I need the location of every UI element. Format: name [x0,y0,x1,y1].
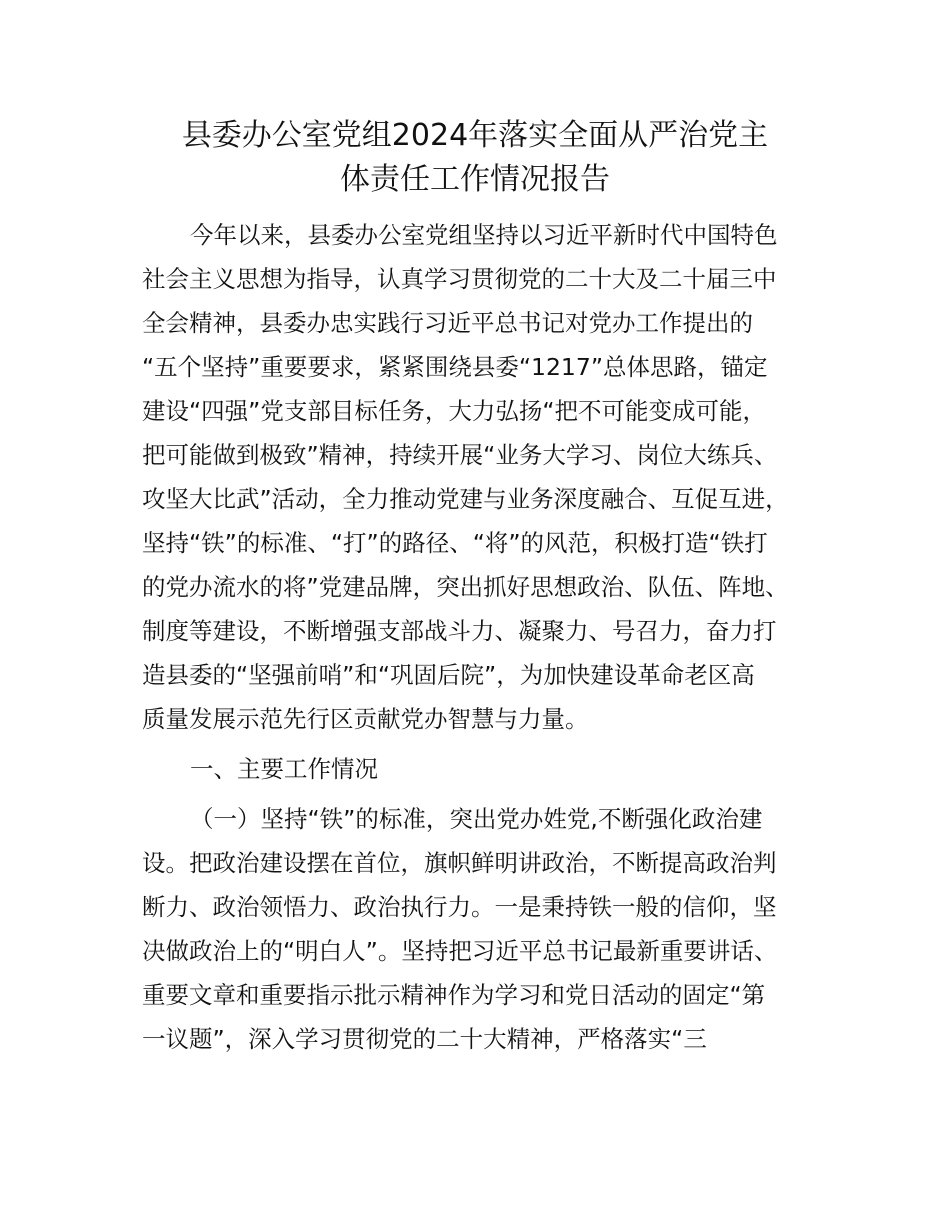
paragraph-line: 社会主义思想为指导，认真学习贯彻党的二十大及二十届三中 [142,265,777,293]
paragraph-line: 重要文章和重要指示批示精神作为学习和党日活动的固定“第 [142,981,766,1009]
paragraph-line: 决做政治上的“明白人”。坚持把习近平总书记最新重要讲话、 [142,937,778,965]
paragraph-line: 全会精神，县委办忠实践行习近平总书记对党办工作提出的 [142,309,753,337]
paragraph-line: 设。把政治建设摆在首位，旗帜鲜明讲政治，不断提高政治判 [142,849,777,877]
paragraph-line: 制度等建设，不断增强支部战斗力、凝聚力、号召力，奋力打 [142,617,777,645]
paragraph-line: （一）坚持“铁”的标准，突出党办姓党,不断强化政治建 [190,805,763,833]
paragraph-line: 攻坚大比武”活动，全力推动党建与业务深度融合、互促互进， [142,485,789,513]
paragraph-line: 坚持“铁”的标准、“打”的路径、“将”的风范，积极打造“铁打 [142,529,768,557]
paragraph-line: 断力、政治领悟力、政治执行力。一是秉持铁一般的信仰，坚 [142,893,777,921]
paragraph-line: 的党办流水的将”党建品牌，突出抓好思想政治、队伍、阵地、 [142,573,789,601]
document-title-line-1: 县委办公室党组2024年落实全面从严治党主 [181,118,769,153]
paragraph-line: 造县委的“坚强前哨”和“巩固后院”，为加快建设革命老区高 [142,661,755,689]
paragraph-line: 把可能做到极致”精神，持续开展“业务大学习、岗位大练兵、 [142,441,778,469]
paragraph-line: 一议题”，深入学习贯彻党的二十大精神，严格落实“三 [142,1025,707,1053]
document-title-line-2: 体责任工作情况报告 [340,162,610,197]
paragraph-line: “五个坚持”重要要求，紧紧围绕县委“1217”总体思路，锚定 [142,353,768,381]
paragraph-line: 今年以来，县委办公室党组坚持以习近平新时代中国特色 [190,221,778,249]
paragraph-line: 质量发展示范先行区贡献党办智慧与力量。 [142,705,589,733]
paragraph-line: 建设“四强”党支部目标任务，大力弘扬“把不可能变成可能， [142,397,767,425]
section-heading: 一、主要工作情况 [190,755,378,783]
